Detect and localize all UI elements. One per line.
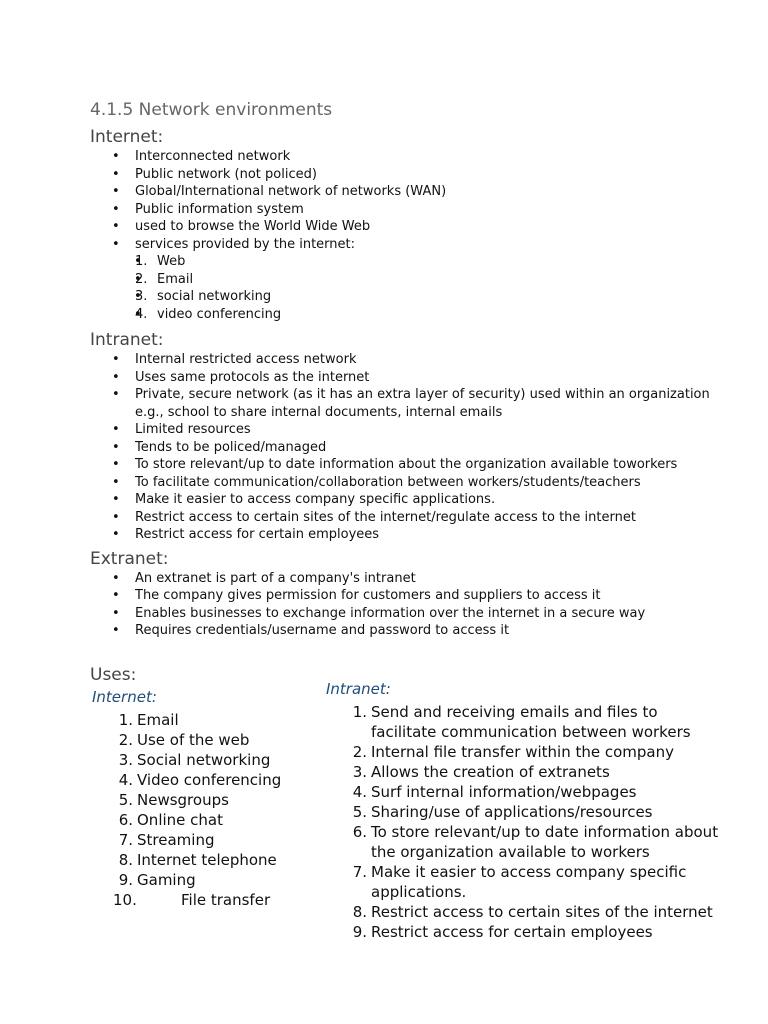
list-item-text: Online chat bbox=[137, 810, 223, 829]
list-item: • Global/International network of networks (WAN) bbox=[135, 183, 730, 201]
list-item: 8. Restrict access to certain sites of the internet bbox=[352, 902, 713, 921]
uses-heading: Uses: bbox=[90, 664, 137, 685]
list-item: • 2. Email bbox=[157, 271, 730, 289]
list-item bbox=[135, 236, 730, 324]
list-item-text: video conferencing bbox=[157, 306, 282, 322]
list-item: 10. File transfer bbox=[113, 890, 271, 909]
list-item-text: Internet telephone bbox=[137, 850, 277, 869]
list-item-text: Restrict access to certain sites of the internet bbox=[371, 902, 713, 921]
list-item: • Make it easier to access company specific applications. bbox=[135, 491, 730, 509]
list-item: 9. Restrict access for certain employees bbox=[352, 922, 653, 941]
list-item: • To store relevant/up to date information about the organization available toworkers bbox=[135, 456, 730, 474]
list-item: 6. Online chat bbox=[118, 810, 223, 829]
uses-internet-title: Internet: bbox=[92, 687, 157, 706]
uses-internet-list bbox=[113, 710, 337, 910]
list-item: • Enables businesses to exchange information over the internet in a secure way bbox=[135, 605, 730, 623]
list-item: • 3. social networking bbox=[157, 288, 730, 306]
list-item: 2. Internal file transfer within the company bbox=[352, 742, 674, 761]
list-item-text: Restrict access for certain employees bbox=[371, 922, 653, 941]
internet-bullet-list bbox=[90, 148, 730, 323]
list-item-text: Gaming bbox=[137, 870, 196, 889]
extranet-bullet-list bbox=[90, 570, 730, 640]
internet-heading: Internet: bbox=[90, 127, 164, 147]
document-page bbox=[90, 100, 730, 986]
list-item: 8. Internet telephone bbox=[118, 850, 277, 869]
uses-columns bbox=[90, 679, 730, 986]
list-item-text: Email bbox=[137, 710, 179, 729]
list-item-text: Sharing/use of applications/resources bbox=[371, 802, 653, 821]
list-item: • Restrict access to certain sites of the internet/regulate access to the internet bbox=[135, 509, 730, 527]
list-item: • 1. Web bbox=[157, 253, 730, 271]
list-item: • To facilitate communication/collaboration between workers/students/teachers bbox=[135, 474, 730, 492]
list-item: 9. Gaming bbox=[118, 870, 196, 889]
list-item-text: Allows the creation of extranets bbox=[371, 762, 610, 781]
list-item: 2. Use of the web bbox=[118, 730, 250, 749]
internet-services-list bbox=[135, 253, 730, 323]
list-item: • Public network (not policed) bbox=[135, 166, 730, 184]
list-item-text: social networking bbox=[157, 289, 272, 304]
list-item: 6. To store relevant/up to date information about the organization available to workers bbox=[352, 822, 719, 861]
list-item-text: Video conferencing bbox=[137, 770, 282, 789]
list-item: • Restrict access for certain employees bbox=[135, 526, 730, 544]
list-item-text: Newsgroups bbox=[137, 790, 229, 809]
list-item: • Private, secure network (as it has an extra layer of security) used within an organization e.g., school to share internal documents, internal emails bbox=[135, 386, 730, 421]
list-item: 4. Video conferencing bbox=[118, 770, 282, 789]
list-item-text: Streaming bbox=[137, 830, 215, 849]
list-item: • 4. video conferencing bbox=[157, 306, 730, 324]
list-item: 7. Streaming bbox=[118, 830, 215, 849]
list-item-text: Surf internal information/webpages bbox=[371, 782, 637, 801]
list-item: 7. Make it easier to access company specific applications. bbox=[352, 862, 687, 901]
list-item: 5. Sharing/use of applications/resources bbox=[352, 802, 653, 821]
list-item-text: Internal file transfer within the company bbox=[371, 742, 674, 761]
list-item: 4. Surf internal information/webpages bbox=[352, 782, 637, 801]
list-item-text: File transfer bbox=[181, 890, 271, 909]
uses-intranet-title: Intranet: bbox=[326, 679, 391, 698]
list-item: • Tends to be policed/managed bbox=[135, 439, 730, 457]
section-title: 4.1.5 Network environments bbox=[90, 100, 333, 120]
list-item-text: Make it easier to access company specific applications. bbox=[371, 862, 687, 901]
list-item: 1. Email bbox=[118, 710, 179, 729]
intranet-bullet-list bbox=[90, 351, 730, 544]
list-item-text: To store relevant/up to date information about the organization available to workers bbox=[371, 822, 719, 861]
list-item: • An extranet is part of a company's intranet bbox=[135, 570, 730, 588]
list-item: 5. Newsgroups bbox=[118, 790, 229, 809]
list-item: • Uses same protocols as the internet bbox=[135, 369, 730, 387]
list-item: • Limited resources bbox=[135, 421, 730, 439]
list-item: 1. Send and receiving emails and files to facilitate communication between workers bbox=[352, 702, 691, 741]
list-item-text: services provided by the internet: bbox=[135, 236, 355, 252]
list-item: • The company gives permission for customers and suppliers to access it bbox=[135, 587, 730, 605]
list-item-text: Web bbox=[157, 254, 186, 269]
list-item: 3. Allows the creation of extranets bbox=[352, 762, 610, 781]
list-item: • used to browse the World Wide Web bbox=[135, 218, 730, 236]
list-item: • Internal restricted access network bbox=[135, 351, 730, 369]
list-item: • Requires credentials/username and password to access it bbox=[135, 622, 730, 640]
intranet-heading: Intranet: bbox=[90, 330, 164, 350]
uses-intranet-list bbox=[352, 702, 721, 942]
list-item-text: Use of the web bbox=[137, 730, 250, 749]
extranet-heading: Extranet: bbox=[90, 548, 169, 569]
list-item: • Interconnected network bbox=[135, 148, 730, 166]
list-item-text: Social networking bbox=[137, 750, 271, 769]
list-item: • Public information system bbox=[135, 201, 730, 219]
list-item-text: Send and receiving emails and files to facilitate communication between workers bbox=[371, 702, 691, 741]
list-item-text: Email bbox=[157, 271, 194, 287]
list-item: 3. Social networking bbox=[118, 750, 271, 769]
